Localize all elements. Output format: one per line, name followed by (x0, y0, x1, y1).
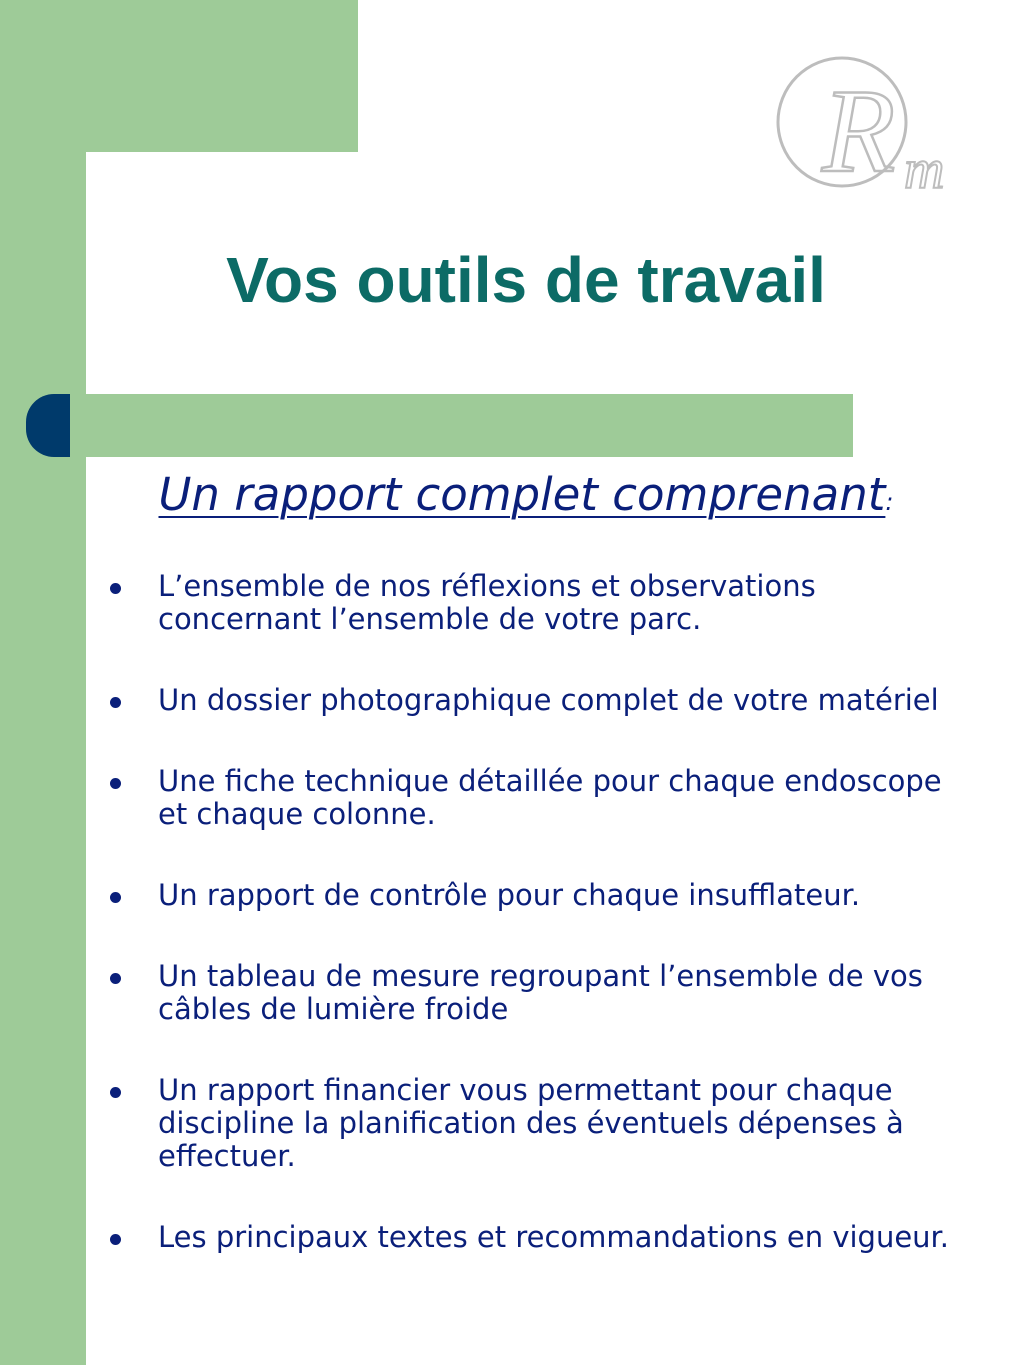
bullet-item (108, 960, 968, 1026)
subtitle-colon: : (885, 488, 894, 516)
bullet-dot-icon (110, 1234, 121, 1245)
rm-monogram-logo (772, 46, 977, 198)
logo-letter-r: R (822, 64, 896, 197)
title-divider-bar (66, 394, 853, 457)
bullet-dot-icon (110, 697, 121, 708)
logo-letter-m: m (904, 139, 945, 198)
bullet-dot-icon (110, 973, 121, 984)
left-decor-band (0, 0, 86, 1365)
bullet-text: Une fiche technique détaillée pour chaque endoscope et chaque colonne. (158, 764, 942, 831)
bullet-dot-icon (110, 1087, 121, 1098)
bullet-list (108, 570, 968, 1302)
bullet-text: Les principaux textes et recommandations en vigueur. (158, 1220, 950, 1254)
divider-accent-tab (26, 394, 70, 457)
bullet-text: Un tableau de mesure regroupant l’ensemble de vos câbles de lumière froide (158, 959, 923, 1026)
bullet-item (108, 879, 968, 912)
bullet-item (108, 684, 968, 717)
bullet-item (108, 570, 968, 636)
bullet-text: L’ensemble de nos réflexions et observations concernant l’ensemble de votre parc. (158, 569, 816, 636)
bullet-text: Un rapport financier vous permettant pour chaque discipline la planification des éventuels dépenses à effectuer. (158, 1073, 904, 1173)
bullet-item (108, 1221, 968, 1254)
bullet-text: Un dossier photographique complet de votre matériel (158, 683, 939, 717)
bullet-item (108, 1074, 968, 1173)
bullet-dot-icon (110, 778, 121, 789)
slide-subtitle (86, 465, 966, 532)
top-decor-block (0, 0, 358, 152)
bullet-dot-icon (110, 892, 121, 903)
bullet-item (108, 765, 968, 831)
bullet-dot-icon (110, 583, 121, 594)
bullet-text: Un rapport de contrôle pour chaque insufflateur. (158, 878, 861, 912)
slide-title: Vos outils de travail (226, 244, 826, 316)
subtitle-text: Un rapport complet comprenant (158, 468, 886, 521)
